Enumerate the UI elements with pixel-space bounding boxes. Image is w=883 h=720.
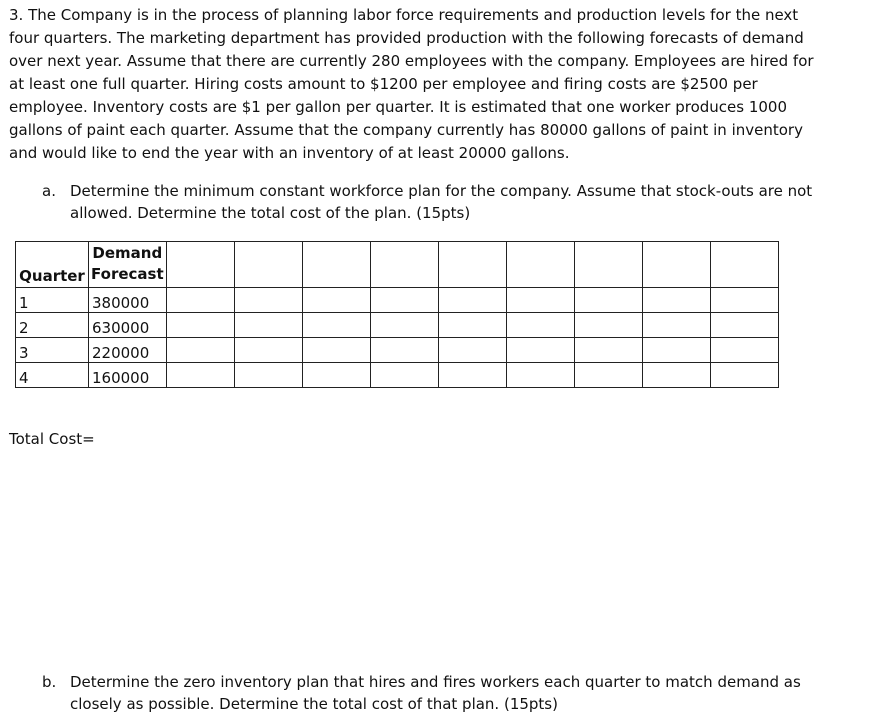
table-row: [16, 363, 779, 388]
blank-cell[interactable]: [506, 363, 574, 388]
demand-cell: 220000: [89, 338, 167, 363]
blank-cell[interactable]: [234, 313, 302, 338]
part-a-letter: a.: [42, 182, 56, 200]
problem-line: over next year. Assume that there are currently 280 employees with the company. Employees are hired for: [9, 52, 814, 70]
total-cost-label: Total Cost=: [9, 430, 95, 448]
blank-cell[interactable]: [438, 242, 506, 288]
blank-cell[interactable]: [574, 363, 642, 388]
blank-cell[interactable]: [234, 338, 302, 363]
problem-line: 3. The Company is in the process of planning labor force requirements and production levels for the next: [9, 6, 799, 24]
demand-cell: 630000: [89, 313, 167, 338]
blank-cell[interactable]: [370, 313, 438, 338]
demand-cell: 380000: [89, 288, 167, 313]
blank-cell[interactable]: [710, 338, 778, 363]
blank-cell[interactable]: [642, 338, 710, 363]
blank-cell[interactable]: [302, 288, 370, 313]
problem-line: employee. Inventory costs are $1 per gallon per quarter. It is estimated that one worker produces 1000: [9, 98, 788, 116]
header-forecast-line: Forecast: [91, 265, 164, 283]
quarter-cell: 1: [16, 288, 89, 313]
header-demand-line: Demand: [92, 244, 163, 262]
part-b-letter: b.: [42, 673, 57, 691]
blank-cell[interactable]: [642, 313, 710, 338]
blank-cell[interactable]: [302, 338, 370, 363]
blank-cell[interactable]: [166, 288, 234, 313]
blank-cell[interactable]: [574, 242, 642, 288]
quarter-cell: 3: [16, 338, 89, 363]
table-row: [16, 338, 779, 363]
problem-line: and would like to end the year with an inventory of at least 20000 gallons.: [9, 144, 570, 162]
blank-cell[interactable]: [166, 242, 234, 288]
blank-cell[interactable]: [574, 313, 642, 338]
blank-cell[interactable]: [438, 338, 506, 363]
blank-cell[interactable]: [438, 288, 506, 313]
part-b-question: [42, 671, 862, 715]
quarter-cell: 2: [16, 313, 89, 338]
blank-cell[interactable]: [234, 242, 302, 288]
blank-cell[interactable]: [710, 363, 778, 388]
part-a-line: Determine the minimum constant workforce plan for the company. Assume that stock-outs are not: [70, 182, 813, 200]
blank-cell[interactable]: [370, 338, 438, 363]
header-demand-forecast: [89, 242, 167, 288]
table-header-row: [16, 242, 779, 288]
blank-cell[interactable]: [166, 338, 234, 363]
part-a-line: allowed. Determine the total cost of the plan. (15pts): [70, 204, 471, 222]
table-row: [16, 288, 779, 313]
blank-cell[interactable]: [166, 363, 234, 388]
blank-cell[interactable]: [506, 288, 574, 313]
blank-cell[interactable]: [506, 313, 574, 338]
problem-statement: [9, 4, 869, 165]
problem-line: at least one full quarter. Hiring costs amount to $1200 per employee and firing costs are $2500 per: [9, 75, 758, 93]
blank-cell[interactable]: [302, 313, 370, 338]
blank-cell[interactable]: [710, 313, 778, 338]
blank-cell[interactable]: [370, 363, 438, 388]
problem-line: four quarters. The marketing department has provided production with the following forecasts of demand: [9, 29, 804, 47]
blank-cell[interactable]: [642, 288, 710, 313]
blank-cell[interactable]: [370, 288, 438, 313]
blank-cell[interactable]: [302, 242, 370, 288]
blank-cell[interactable]: [574, 338, 642, 363]
table-row: [16, 313, 779, 338]
blank-cell[interactable]: [642, 363, 710, 388]
blank-cell[interactable]: [166, 313, 234, 338]
part-b-line: Determine the zero inventory plan that hires and fires workers each quarter to match demand as: [70, 673, 801, 691]
demand-forecast-table: [15, 241, 779, 388]
blank-cell[interactable]: [438, 313, 506, 338]
blank-cell[interactable]: [438, 363, 506, 388]
blank-cell[interactable]: [710, 288, 778, 313]
blank-cell[interactable]: [710, 242, 778, 288]
blank-cell[interactable]: [234, 288, 302, 313]
quarter-cell: 4: [16, 363, 89, 388]
blank-cell[interactable]: [506, 242, 574, 288]
header-quarter: Quarter: [16, 242, 89, 288]
demand-cell: 160000: [89, 363, 167, 388]
blank-cell[interactable]: [234, 363, 302, 388]
blank-cell[interactable]: [302, 363, 370, 388]
part-b-line: closely as possible. Determine the total cost of that plan. (15pts): [70, 695, 558, 713]
blank-cell[interactable]: [642, 242, 710, 288]
blank-cell[interactable]: [370, 242, 438, 288]
blank-cell[interactable]: [574, 288, 642, 313]
part-a-question: [42, 180, 862, 224]
problem-line: gallons of paint each quarter. Assume that the company currently has 80000 gallons of paint in inventory: [9, 121, 803, 139]
blank-cell[interactable]: [506, 338, 574, 363]
